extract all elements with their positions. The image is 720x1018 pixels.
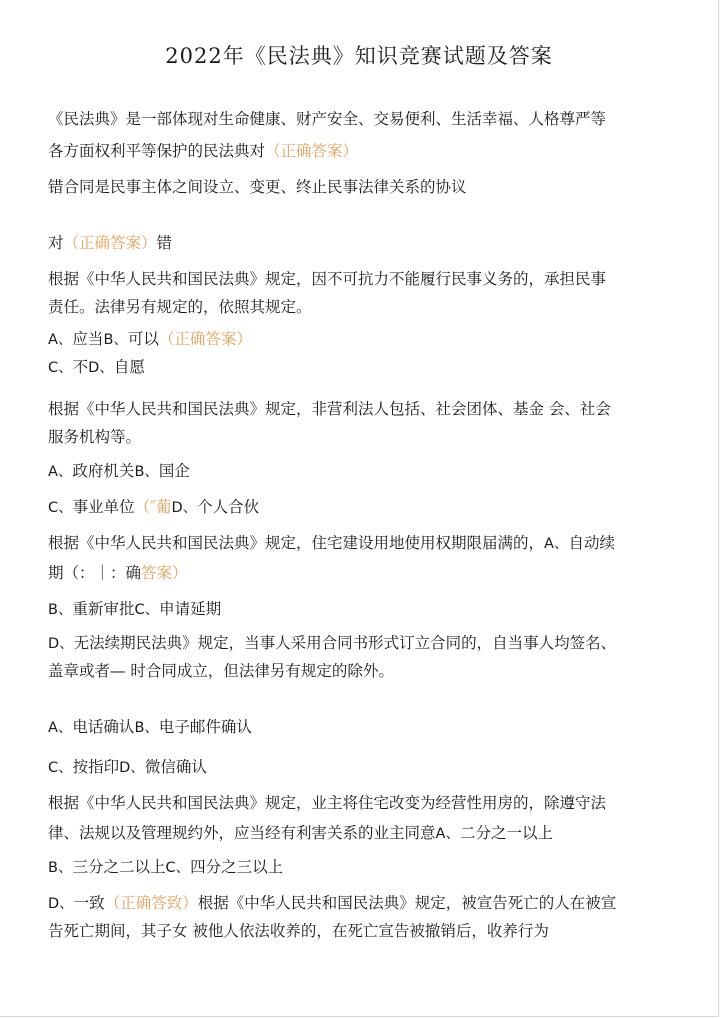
text-line: [48, 496, 678, 519]
text-segment: 根据《中华人民共和国民法典》规定，被宣告死亡的人在被宣: [197, 894, 617, 912]
text-line: [48, 532, 678, 555]
text-segment: 根据《中华人民共和国民法典》规定，非营利法人包括、社会团体、基金 会、社会: [48, 400, 611, 418]
text-segment: 应当: [72, 330, 104, 348]
text-segment: 错合同是民事主体之间设立、变更、终止民事法律关系的协议: [48, 178, 467, 196]
option-letter: C、: [134, 602, 160, 618]
answer-mark: （″葡: [134, 498, 172, 516]
option-letter: C、: [48, 500, 73, 516]
text-segment: 政府机关: [72, 462, 135, 480]
text-segment: 一致: [73, 894, 105, 912]
text-line: [48, 822, 678, 845]
text-line: [48, 398, 678, 420]
option-letter: C、: [48, 760, 73, 776]
option-letter: B、: [103, 332, 128, 348]
text-segment: 四分之三以上: [190, 858, 284, 876]
option-letter: A、: [48, 720, 73, 736]
text-line: [48, 426, 678, 448]
text-segment: 三分之二以上: [72, 858, 166, 876]
text-line: [48, 460, 678, 483]
text-line: [48, 268, 678, 290]
option-letter: B、: [134, 720, 159, 736]
text-segment: 国企: [158, 462, 190, 480]
text-segment: 服务机构等。: [48, 428, 142, 446]
text-line: [48, 232, 678, 254]
text-segment: 可以: [127, 330, 159, 348]
text-segment: 盖章或者— 时合同成立，但法律另有规定的除外。: [48, 662, 394, 680]
text-segment: 各方面权利平等保护的民法典对: [48, 142, 266, 160]
text-segment: 律、法规以及管理规约外，应当经有利害关系的业主同意: [48, 824, 436, 842]
text-segment: 责任。法律另有规定的，依照其规定。: [48, 298, 312, 316]
text-segment: 错: [156, 234, 173, 252]
option-letter: D、: [119, 760, 145, 776]
option-letter: B、: [48, 860, 73, 876]
text-segment: 电话确认: [72, 718, 135, 736]
option-letter: C、: [48, 360, 73, 376]
answer-mark: （正确答案）: [63, 234, 157, 252]
document-title: 2022年《民法典》知识竞赛试题及答案: [165, 44, 553, 68]
text-segment: 按指印: [72, 758, 120, 776]
text-segment: 电子邮件确认: [158, 718, 252, 736]
text-segment: 《民法典》是一部体现对生命健康、财产安全、交易便利、生活幸福、人格尊严等: [48, 110, 607, 128]
text-segment: 根据《中华人民共和国民法典》规定，住宅建设用地使用权期限届满的，: [48, 534, 545, 552]
option-letter: D、: [48, 636, 74, 652]
option-letter: B、: [48, 602, 73, 618]
text-line: [48, 108, 678, 130]
text-segment: 告死亡期间，其子女 被他人依法收养的，在死亡宣告被撤销后，收养行为: [48, 922, 549, 940]
text-line: [48, 792, 678, 814]
text-segment: 事业单位: [72, 498, 135, 516]
text-line: [48, 920, 678, 942]
text-segment: 重新审批: [72, 600, 135, 618]
text-line: [48, 140, 678, 162]
option-letter: A、: [544, 536, 569, 552]
text-segment: 自动续: [568, 534, 615, 552]
option-letter: A、: [48, 464, 73, 480]
text-segment: 个人合伙: [197, 498, 260, 516]
text-segment: 对: [48, 234, 64, 252]
text-line: [48, 756, 678, 779]
text-line: [48, 660, 678, 682]
option-letter: A、: [435, 826, 460, 842]
answer-mark: 答案）: [141, 564, 188, 582]
text-segment: 申请延期: [159, 600, 222, 618]
option-letter: D、: [171, 500, 198, 516]
text-line: [48, 296, 678, 318]
text-segment: 不: [72, 358, 89, 376]
text-line: [48, 328, 678, 351]
text-line: [48, 356, 678, 379]
answer-mark: （正确答致）: [104, 894, 198, 912]
text-segment: 期（：｜：确: [48, 564, 142, 582]
text-segment: 二分之一以上: [459, 824, 553, 842]
text-line: [48, 562, 678, 584]
option-letter: D、: [48, 896, 74, 912]
answer-mark: （正确答案）: [158, 330, 252, 348]
text-segment: 根据《中华人民共和国民法典》规定，业主将住宅改变为经营性用房的，除遵守法: [48, 794, 607, 812]
text-line: [48, 716, 678, 739]
text-segment: 微信确认: [144, 758, 207, 776]
answer-mark: （正确答案）: [265, 142, 359, 160]
text-line: [48, 632, 678, 655]
option-letter: A、: [48, 332, 73, 348]
option-letter: D、: [88, 360, 114, 376]
text-line: [48, 856, 678, 879]
text-segment: 无法续期民法典》规定，当事人采用合同书形式订立合同的，自当事人均签名、: [73, 634, 617, 652]
text-segment: 自愿: [113, 358, 145, 376]
option-letter: B、: [134, 464, 159, 480]
text-segment: 根据《中华人民共和国民法典》规定，因不可抗力不能履行民事义务的，承担民事: [48, 270, 607, 288]
option-letter: C、: [165, 860, 191, 876]
text-line: [48, 892, 678, 915]
text-line: [48, 598, 678, 621]
text-line: [48, 176, 678, 198]
